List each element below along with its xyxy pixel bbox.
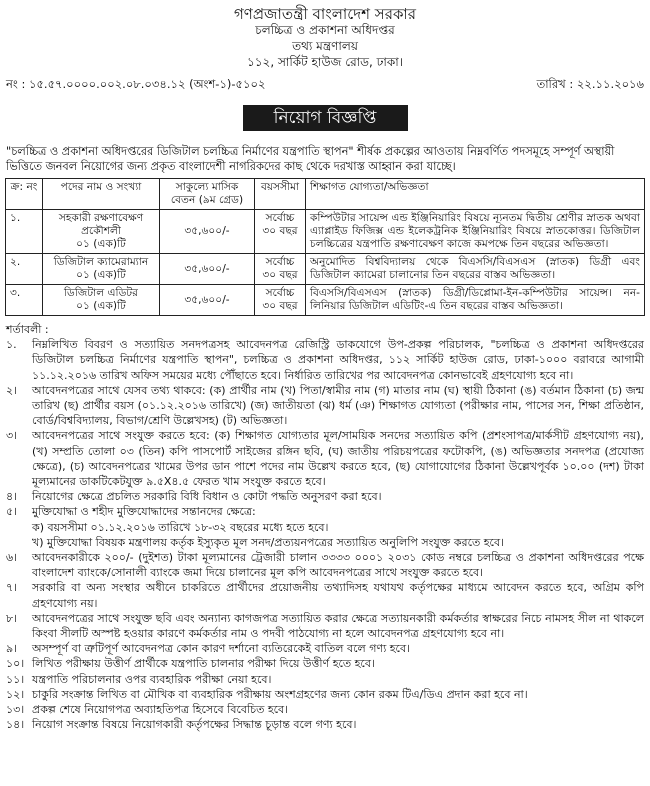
term-number: ২।	[6, 383, 18, 397]
post-count: ০১ (এক)টি	[76, 238, 126, 250]
term-number: ৩।	[6, 429, 18, 443]
memo-number: নং : ১৫.৫৭.০০০০.০০২.০৮.০৩৪.১২ (অংশ-১)-৫১০২	[6, 77, 266, 91]
government-name: গণপ্রজাতন্ত্রী বাংলাদেশ সরকার	[233, 5, 417, 23]
row-qualification: বিএসসি/বিএসএস (স্নাতক) ডিগ্রী/ডিপ্লোমা-ইন-কম্পিউটার সায়েন্স। নন-লিনিয়ার ডিজিটাল এডিটিং-এ তিন বছরের বাস্তব অভিজ্ঞতা।	[306, 285, 645, 316]
row-qualification: অনুমোদিত বিশ্ববিদ্যালয় থেকে বিএসসি/বিএসএস (স্নাতক) ডিগ্রী এবং ডিজিটাল ক্যামেরা চালানোর তিন বছরের বাস্তব অভিজ্ঞতা।	[306, 254, 645, 285]
table-header-row	[6, 179, 645, 210]
row-serial: ৩.	[6, 285, 43, 316]
term-item	[6, 428, 644, 489]
vacancy-table	[5, 178, 645, 316]
col-salary: সাকুল্যে মাসিক বেতন (৯ম গ্রেড)	[160, 179, 255, 210]
term-text: প্রকল্প শেষে নিয়োগপত্র অব্যাহতিপত্র হিসেবে বিবেচিত হবে।	[32, 703, 289, 717]
term-item	[6, 611, 644, 641]
term-item	[6, 580, 644, 610]
term-subitem: ক) বয়সসীমা ০১.১২.২০১৬ তারিখে ১৮-৩২ বছরের মধ্যে হতে হবে।	[32, 520, 329, 534]
term-number: ৮।	[6, 611, 18, 625]
term-text: আবেদনপত্রের সাথে সংযুক্ত ছবি এবং অন্যান্য কাগজপত্র সত্যায়িত করার ক্ষেত্রে সত্যায়নকারী কর্মকর্তার স্বাক্ষরের নিচে নামসহ সীল না থাকলে কিংবা সীলটি অস্পষ্ট হওয়ার কারণে কর্মকর্তার নাম ও পদবী পাঠযোগ্য না হলে আবেদনপত্র গ্রহণযোগ্য হবে না।	[32, 611, 644, 641]
row-age: সর্বোচ্চ ৩০ বছর	[255, 285, 306, 316]
term-text: লিখিত পরীক্ষায় উত্তীর্ণ প্রার্থীকে যন্ত্রপাতি চালনার পরীক্ষা দিয়ে উত্তীর্ণ হতে হবে।	[32, 657, 375, 671]
term-item	[6, 656, 644, 671]
term-item	[6, 550, 644, 580]
department-name: চলচ্চিত্র ও প্রকাশনা অধিদপ্তর	[255, 23, 395, 37]
col-qualification: শিক্ষাগত যোগ্যতা/অভিজ্ঞতা	[306, 179, 645, 210]
term-text: নিম্নলিখিত বিবরণ ও সত্যায়িত সনদপত্রসহ আবেদনপত্র রেজিস্ট্রি ডাকযোগে উপ-প্রকল্প পরিচালক, "চলচ্চিত্র ও প্রকাশনা অধিদপ্তরের ডিজিটাল চলচ্চিত্র নির্মাণের যন্ত্রপাতি স্থাপন", চলচ্চিত্র ও প্রকাশনা অধিদপ্তর, ১১২ সার্কিট হাউজ রোড, ঢাকা-১০০০ বরাবরে আগামী ১১.১২.২০১৬ তারিখ অফিস সময়ের মধ্যে পৌঁছাতে হবে। নির্ধারিত তারিখের পর আবেদনপত্র কোনভাবেই গ্রহণযোগ্য হবে না।	[32, 338, 644, 382]
letterhead	[0, 6, 650, 70]
term-text: নিয়োগ সংক্রান্ত বিষয়ে নিয়োগকারী কর্তৃপক্ষের সিদ্ধান্ত চূড়ান্ত বলে গণ্য হবে।	[32, 718, 357, 732]
row-salary: ৩৫,৬০০/-	[160, 285, 255, 316]
term-number: ১৩।	[6, 703, 25, 717]
office-address: ১১২, সার্কিট হাউজ রোড, ঢাকা।	[246, 55, 404, 69]
row-post	[43, 254, 160, 285]
term-item	[6, 383, 644, 429]
row-age: সর্বোচ্চ ৩০ বছর	[255, 210, 306, 254]
terms-list	[6, 337, 644, 732]
notice-date: তারিখ : ২২.১১.২০১৬	[536, 77, 644, 91]
term-number: ৯।	[6, 642, 18, 656]
term-text: যন্ত্রপাতি পরিচালনার ওপর ব্যবহারিক পরীক্ষা নেয়া হবে।	[32, 672, 272, 686]
row-salary: ৩৫,৬০০/-	[160, 254, 255, 285]
row-salary: ৩৫,৬০০/-	[160, 210, 255, 254]
term-text: সরকারি বা অন্য সংস্থার অধীনে চাকরিতে প্রার্থীদের প্রয়োজনীয় তথ্যাদিসহ যথাযথ কর্তৃপক্ষের মাধ্যমে আবেদন করতে হবে, অগ্রিম কপি গ্রহণযোগ্য নয়।	[32, 581, 644, 610]
term-item	[6, 687, 644, 702]
term-text: আবেদনপত্রের সাথে সংযুক্ত করতে হবে: (ক) শিক্ষাগত যোগ্যতার মূল/সাময়িক সনদের সত্যায়িত কপি (প্রশংসাপত্র/মার্কসীট গ্রহণযোগ্য নয়), (খ) সম্প্রতি তোলা ০৩ (তিন) কপি পাসপোর্ট সাইজের রঙ্গিন ছবি, (ঘ) জাতীয় পরিচয়পত্রের ফটোকপি, (ঙ) অভিজ্ঞতার সনদপত্র (প্রযোজ্য ক্ষেত্রে), (চ) আবেদনপত্রের খামের উপর ডান পাশে পদের নাম উল্লেখ করতে হবে, (ছ) যোগাযোগের ঠিকানা উল্লেখপূর্বক ১০.০০ (দশ) টাকা মূল্যমানের ডাকটিকেটযুক্ত ৯.৫X৪.৫ ফেরত খাম সংযুক্ত করতে হবে।	[32, 429, 644, 489]
term-item	[6, 337, 644, 383]
terms-section	[6, 322, 644, 732]
term-number: ১৪।	[6, 718, 25, 732]
term-number: ৫।	[6, 505, 18, 519]
term-number: ৭।	[6, 581, 18, 595]
term-text: অসম্পূর্ণ বা ত্রুটিপূর্ণ আবেদনপত্র কোন কারণ দর্শানো ব্যতিরেকেই বাতিল বলে গণ্য হবে।	[32, 642, 411, 656]
term-number: ১.	[6, 338, 17, 352]
term-number: ৪।	[6, 490, 18, 504]
col-age: বয়সসীমা	[255, 179, 306, 210]
term-text: আবেদনকারীকে ২০০/- (দুইশত) টাকা মূল্যমানের ট্রেজারী চালান ৩৩৩৩ ০০০১ ২০৩১ কোড নম্বরে চলচ্চিত্র ও প্রকাশনা অধিদপ্তরের পক্ষে বাংলাদেশ ব্যাংকে/সোনালী ব্যাংকে জমা দিয়ে চালানের মূল কপি আবেদনপত্রের সাথে সংযুক্ত করতে হবে।	[32, 551, 644, 580]
post-name: সহকারী রক্ষণাবেক্ষণ প্রকৌশলী	[58, 212, 144, 237]
term-subitem: খ) মুক্তিযোদ্ধা বিষয়ক মন্ত্রণালয় কর্তৃক ইস্যুকৃত মূল সনদ/প্রত্যয়নপত্রের সত্যায়িত অনুলিপি সংযুক্ত করতে হবে।	[32, 535, 505, 549]
term-item	[6, 489, 644, 504]
table-row	[6, 285, 645, 316]
term-number: ১২।	[6, 687, 25, 701]
post-count: ০১ (এক)টি	[76, 300, 126, 312]
post-name: ডিজিটাল ক্যামেরাম্যান	[53, 256, 149, 268]
term-text: মুক্তিযোদ্ধা ও শহীদ মুক্তিযোদ্ধাদের সন্তানদের ক্ষেত্রে:	[32, 505, 256, 519]
reference-line	[0, 76, 650, 95]
term-item	[6, 717, 644, 732]
ministry-name: তথ্য মন্ত্রণালয়	[292, 39, 358, 53]
post-count: ০১ (এক)টি	[76, 269, 126, 281]
intro-paragraph: "চলচ্চিত্র ও প্রকাশনা অধিদপ্তরের ডিজিটাল চলচ্চিত্র নির্মাণের যন্ত্রপাতি স্থাপন" শীর্ষক প্রকল্পের আওতায় নিম্নবর্ণিত পদসমূহে সম্পূর্ণ অস্থায়ী ভিত্তিতে জনবল নিয়োগের জন্য প্রকৃত বাংলাদেশী নাগরিকদের কাছ থেকে দরখাস্ত আহ্বান করা যাচ্ছে।	[6, 145, 615, 173]
term-number: ১১।	[6, 672, 25, 686]
table-row	[6, 210, 645, 254]
term-item	[6, 672, 644, 687]
term-item	[6, 702, 644, 717]
row-qualification: কম্পিউটার সায়েন্স এন্ড ইঞ্জিনিয়ারিং বিষয়ে ন্যূনতম দ্বিতীয় শ্রেণীর স্নাতক অথবা এ্যাপ্লাইড ফিজিক্স এন্ড ইলেকট্রনিক ইঞ্জিনিয়ারিং বিষয়ে স্নাতকোত্তর। ডিজিটাল চলচ্চিত্রের যন্ত্রপাতি রক্ষণাবেক্ষণ কাজে কমপক্ষে তিন বছরের অভিজ্ঞতা।	[306, 210, 645, 254]
term-item	[6, 504, 644, 550]
post-name: ডিজিটাল এডিটর	[64, 287, 138, 299]
col-serial: ক্র: নং	[6, 179, 43, 210]
notice-title: নিয়োগ বিজ্ঞপ্তি	[243, 105, 408, 131]
row-serial: ২.	[6, 254, 43, 285]
row-serial: ১.	[6, 210, 43, 254]
row-post	[43, 210, 160, 254]
terms-heading: শর্তাবলী :	[6, 323, 49, 336]
term-number: ৬।	[6, 551, 18, 565]
row-post	[43, 285, 160, 316]
col-post: পদের নাম ও সংখ্যা	[43, 179, 160, 210]
term-text: নিয়োগের ক্ষেত্রে প্রচলিত সরকারি বিধি বিধান ও কোটা পদ্ধতি অনুসরণ করা হবে।	[32, 490, 382, 504]
row-age: সর্বোচ্চ ৩০ বছর	[255, 254, 306, 285]
term-number: ১০।	[6, 657, 25, 671]
term-text: চাকুরি সংক্রান্ত লিখিত বা মৌখিক বা ব্যবহারিক পরীক্ষায় অংশগ্রহণের জন্য কোন রকম টিএ/ডিএ প্রদান করা হবে না।	[32, 687, 528, 701]
table-row	[6, 254, 645, 285]
term-text: আবেদনপত্রের সাথে যেসব তথ্য থাকবে: (ক) প্রার্থীর নাম (খ) পিতা/স্বামীর নাম (গ) মাতার নাম (ঘ) স্থায়ী ঠিকানা (ঙ) বর্তমান ঠিকানা (চ) জন্ম তারিখ (ছ) প্রার্থীর বয়স (০১.১২.২০১৬ তারিখে) (জ) জাতীয়তা (ঝ) ধর্ম (ঞ) শিক্ষাগত যোগ্যতা (পরীক্ষার নাম, পাসের সন, শিক্ষা প্রতিষ্ঠান, বোর্ড/বিশ্ববিদ্যালয়, বিভাগ/শ্রেণি উল্লেখসহ) (ট) অভিজ্ঞতা।	[32, 383, 644, 428]
term-item	[6, 641, 644, 656]
